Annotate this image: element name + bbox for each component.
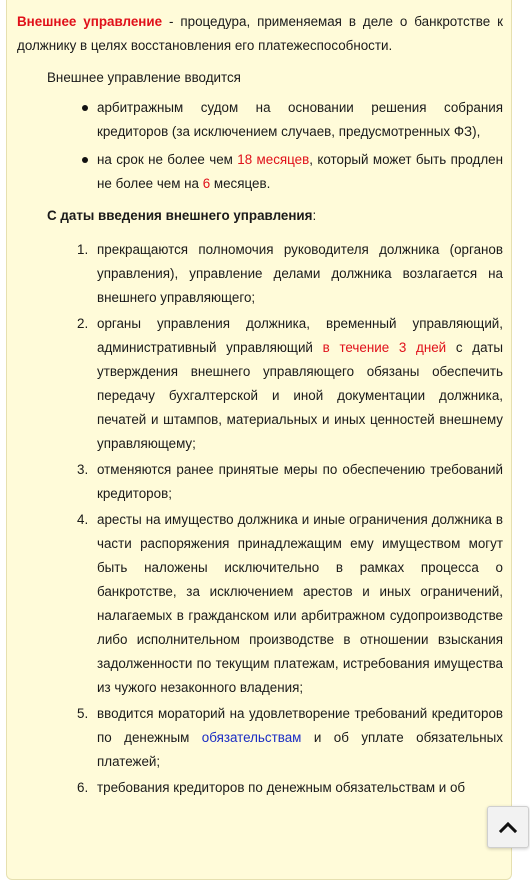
deadline-highlight: в течение 3 дней bbox=[322, 340, 447, 355]
item-number: 1. bbox=[77, 242, 89, 257]
scroll-to-top-button[interactable] bbox=[487, 806, 529, 848]
obligations-link[interactable]: обязательствам bbox=[201, 730, 302, 745]
list-item bbox=[97, 96, 503, 144]
item-number: 4. bbox=[77, 512, 89, 527]
section-heading-colon: : bbox=[312, 208, 317, 223]
list-item bbox=[77, 238, 503, 310]
item-text: вводится мораторий на удовлетворение требований кредиторов по денежным bbox=[97, 706, 503, 745]
item-text: аресты на имущество должника и иные ограничения должника в части распоряжения принадлежащим ему имуществом могут быть наложены исключительно в рамках процесса о банкротстве, за исключением арестов и иных ограничений, налагаемых в гражданском или арбитражном судопроизводстве либо исполнительном производстве в отношении взыскания задолженности по текущим платежам, истребования имущества из чужого незаконного владения; bbox=[97, 512, 503, 695]
list-item bbox=[77, 776, 503, 800]
item-number: 5. bbox=[77, 706, 89, 721]
item-text: требования кредиторов по денежным обязательствам и об bbox=[97, 780, 466, 795]
consequences-list bbox=[17, 238, 503, 800]
section-heading bbox=[17, 204, 503, 228]
list-item bbox=[77, 458, 503, 506]
list-item bbox=[77, 508, 503, 700]
extension-highlight: 6 bbox=[202, 176, 211, 191]
introduced-lead: Внешнее управление вводится bbox=[47, 70, 241, 85]
bullet-text: арбитражным судом на основании решения собрания кредиторов (за исключением случаев, предусмотренных ФЗ), bbox=[97, 100, 503, 139]
term-highlight: Внешнее управление bbox=[17, 14, 163, 29]
chevron-up-icon bbox=[499, 821, 517, 833]
item-number: 3. bbox=[77, 462, 89, 477]
section-heading-text: С даты введения внешнего управления bbox=[47, 208, 313, 223]
item-text: с даты утверждения внешнего управляющего обязаны обеспечить передачу бухгалтерской и иной документации должника, печатей и штампов, материальных и иных ценностей внешнему управляющему; bbox=[97, 340, 503, 451]
item-text: отменяются ранее принятые меры по обеспечению требований кредиторов; bbox=[97, 462, 503, 501]
months-highlight: 18 месяцев bbox=[237, 152, 310, 167]
item-number: 6. bbox=[77, 780, 89, 795]
item-text: органы управления должника, временный управляющий, административный управляющий bbox=[97, 316, 503, 355]
introduced-list bbox=[17, 96, 503, 196]
item-number: 2. bbox=[77, 316, 89, 331]
definition-paragraph bbox=[17, 10, 503, 58]
list-item bbox=[77, 312, 503, 456]
article-content bbox=[17, 10, 503, 802]
item-text: прекращаются полномочия руководителя должника (органов управления), управление делами должника возлагается на внешнего управляющего; bbox=[97, 242, 503, 305]
content-panel bbox=[6, 0, 512, 880]
item-text: и об уплате обязательных платежей; bbox=[97, 730, 503, 769]
list-item bbox=[97, 148, 503, 196]
list-item bbox=[77, 702, 503, 774]
bullet-text: , который может быть продлен не более чем на bbox=[97, 152, 503, 191]
bullet-text: на срок не более чем bbox=[97, 152, 238, 167]
definition-text: - процедура, применяемая в деле о банкротстве к должнику в целях восстановления его платежеспособности. bbox=[17, 14, 503, 53]
bullet-text: месяцев. bbox=[210, 176, 271, 191]
